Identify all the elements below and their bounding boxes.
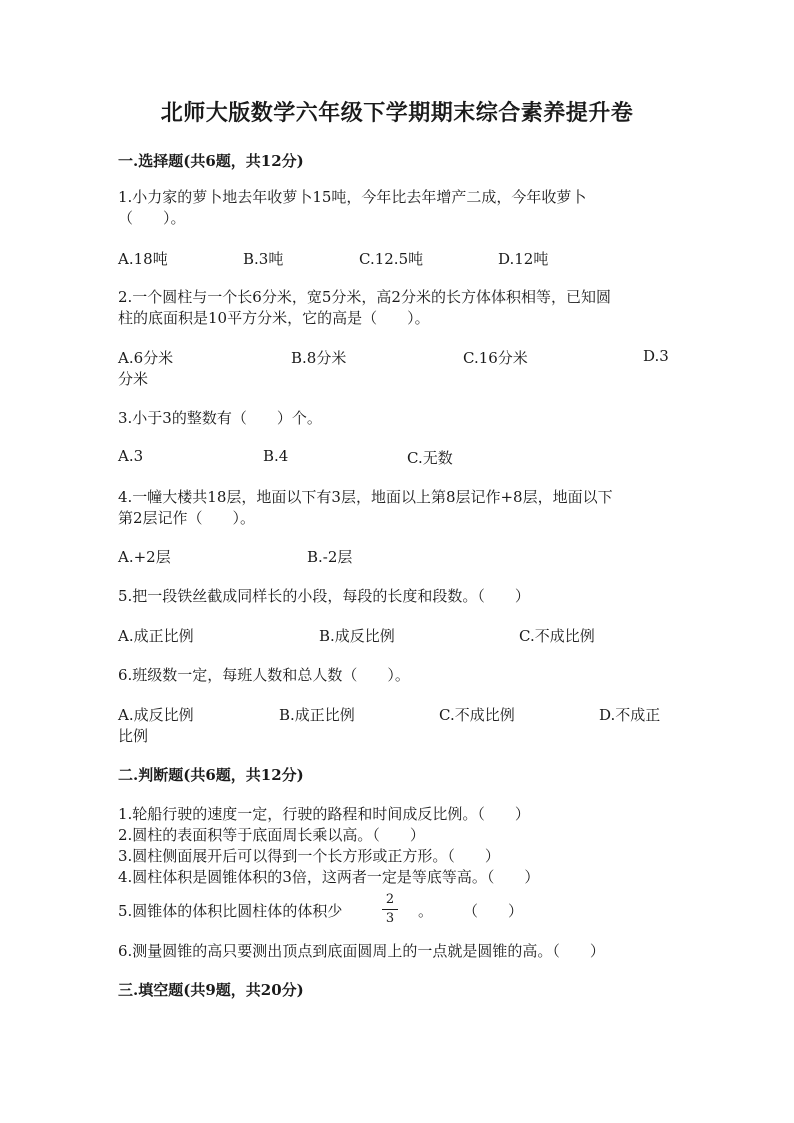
question-5-option-b: B.成反比例 <box>319 627 395 645</box>
question-2-option-a: A.6分米 <box>118 349 174 367</box>
question-2-line-1: 2.一个圆柱与一个长6分米，宽5分米，高2分米的长方体体积相等，已知圆 <box>118 288 611 306</box>
section-heading-choice: 一.选择题(共6题，共12分) <box>118 152 304 170</box>
judgement-item-3: 3.圆柱侧面展开后可以得到一个长方形或正方形。（ ） <box>118 847 500 865</box>
question-4-line-2: 第2层记作（ ）。 <box>118 509 256 527</box>
judgement-item-4: 4.圆柱体积是圆锥体积的3倍，这两者一定是等底等高。（ ） <box>118 868 540 886</box>
fraction-bar <box>382 909 398 910</box>
judgement-item-5: 5.圆锥体的体积比圆柱体的体积少 <box>118 902 343 920</box>
judgement-item-1: 1.轮船行驶的速度一定，行驶的路程和时间成反比例。（ ） <box>118 805 530 823</box>
question-6-option-d: D.不成正 <box>599 706 661 724</box>
judgement-item-6: 6.测量圆锥的高只要测出顶点到底面圆周上的一点就是圆锥的高。（ ） <box>118 942 605 960</box>
question-1-option-b: B.3吨 <box>243 250 284 268</box>
question-6-line-1: 6.班级数一定，每班人数和总人数（ ）。 <box>118 666 410 684</box>
question-4-option-b: B.-2层 <box>307 548 353 566</box>
judgement-item-2: 2.圆柱的表面积等于底面周长乘以高。（ ） <box>118 826 425 844</box>
question-2-option-c: C.16分米 <box>463 349 528 367</box>
fraction-two-thirds <box>382 892 398 927</box>
question-2-option-d-wrap: 分米 <box>118 370 149 388</box>
question-6-option-b: B.成正比例 <box>279 706 355 724</box>
question-5-line-1: 5.把一段铁丝截成同样长的小段，每段的长度和段数。（ ） <box>118 587 530 605</box>
question-5-option-c: C.不成比例 <box>519 627 595 645</box>
question-4-line-1: 4.一幢大楼共18层，地面以下有3层，地面以上第8层记作+8层，地面以下 <box>118 488 613 506</box>
question-1-line-2: （ ）。 <box>118 209 186 227</box>
section-heading-judgement: 二.判断题(共6题，共12分) <box>118 766 304 784</box>
question-1-line-1: 1.小力家的萝卜地去年收萝卜15吨，今年比去年增产二成，今年收萝卜 <box>118 188 587 206</box>
question-1-option-a: A.18吨 <box>118 250 168 268</box>
question-2-option-d: D.3 <box>643 347 669 365</box>
question-5-option-a: A.成正比例 <box>118 627 194 645</box>
fraction-numerator: 2 <box>385 892 395 907</box>
judgement-item-5-tail: 。 （ ） <box>418 902 524 920</box>
question-6-option-a: A.成反比例 <box>118 706 194 724</box>
question-3-option-c: C.无数 <box>407 449 453 467</box>
question-3-option-a: A.3 <box>118 447 144 465</box>
question-2-option-b: B.8分米 <box>291 349 347 367</box>
question-3-option-b: B.4 <box>263 447 289 465</box>
question-6-option-d-wrap: 比例 <box>118 727 149 745</box>
question-3-line-1: 3.小于3的整数有（ ）个。 <box>118 409 322 427</box>
question-6-option-c: C.不成比例 <box>439 706 515 724</box>
section-heading-fill-blank: 三.填空题(共9题，共20分) <box>118 981 304 999</box>
exam-title: 北师大版数学六年级下学期期末综合素养提升卷 <box>160 100 634 126</box>
question-1-option-c: C.12.5吨 <box>359 250 424 268</box>
question-1-option-d: D.12吨 <box>498 250 549 268</box>
question-2-line-2: 柱的底面积是10平方分米，它的高是（ ）。 <box>118 309 430 327</box>
question-4-option-a: A.+2层 <box>118 548 171 566</box>
fraction-denominator: 3 <box>385 911 395 926</box>
